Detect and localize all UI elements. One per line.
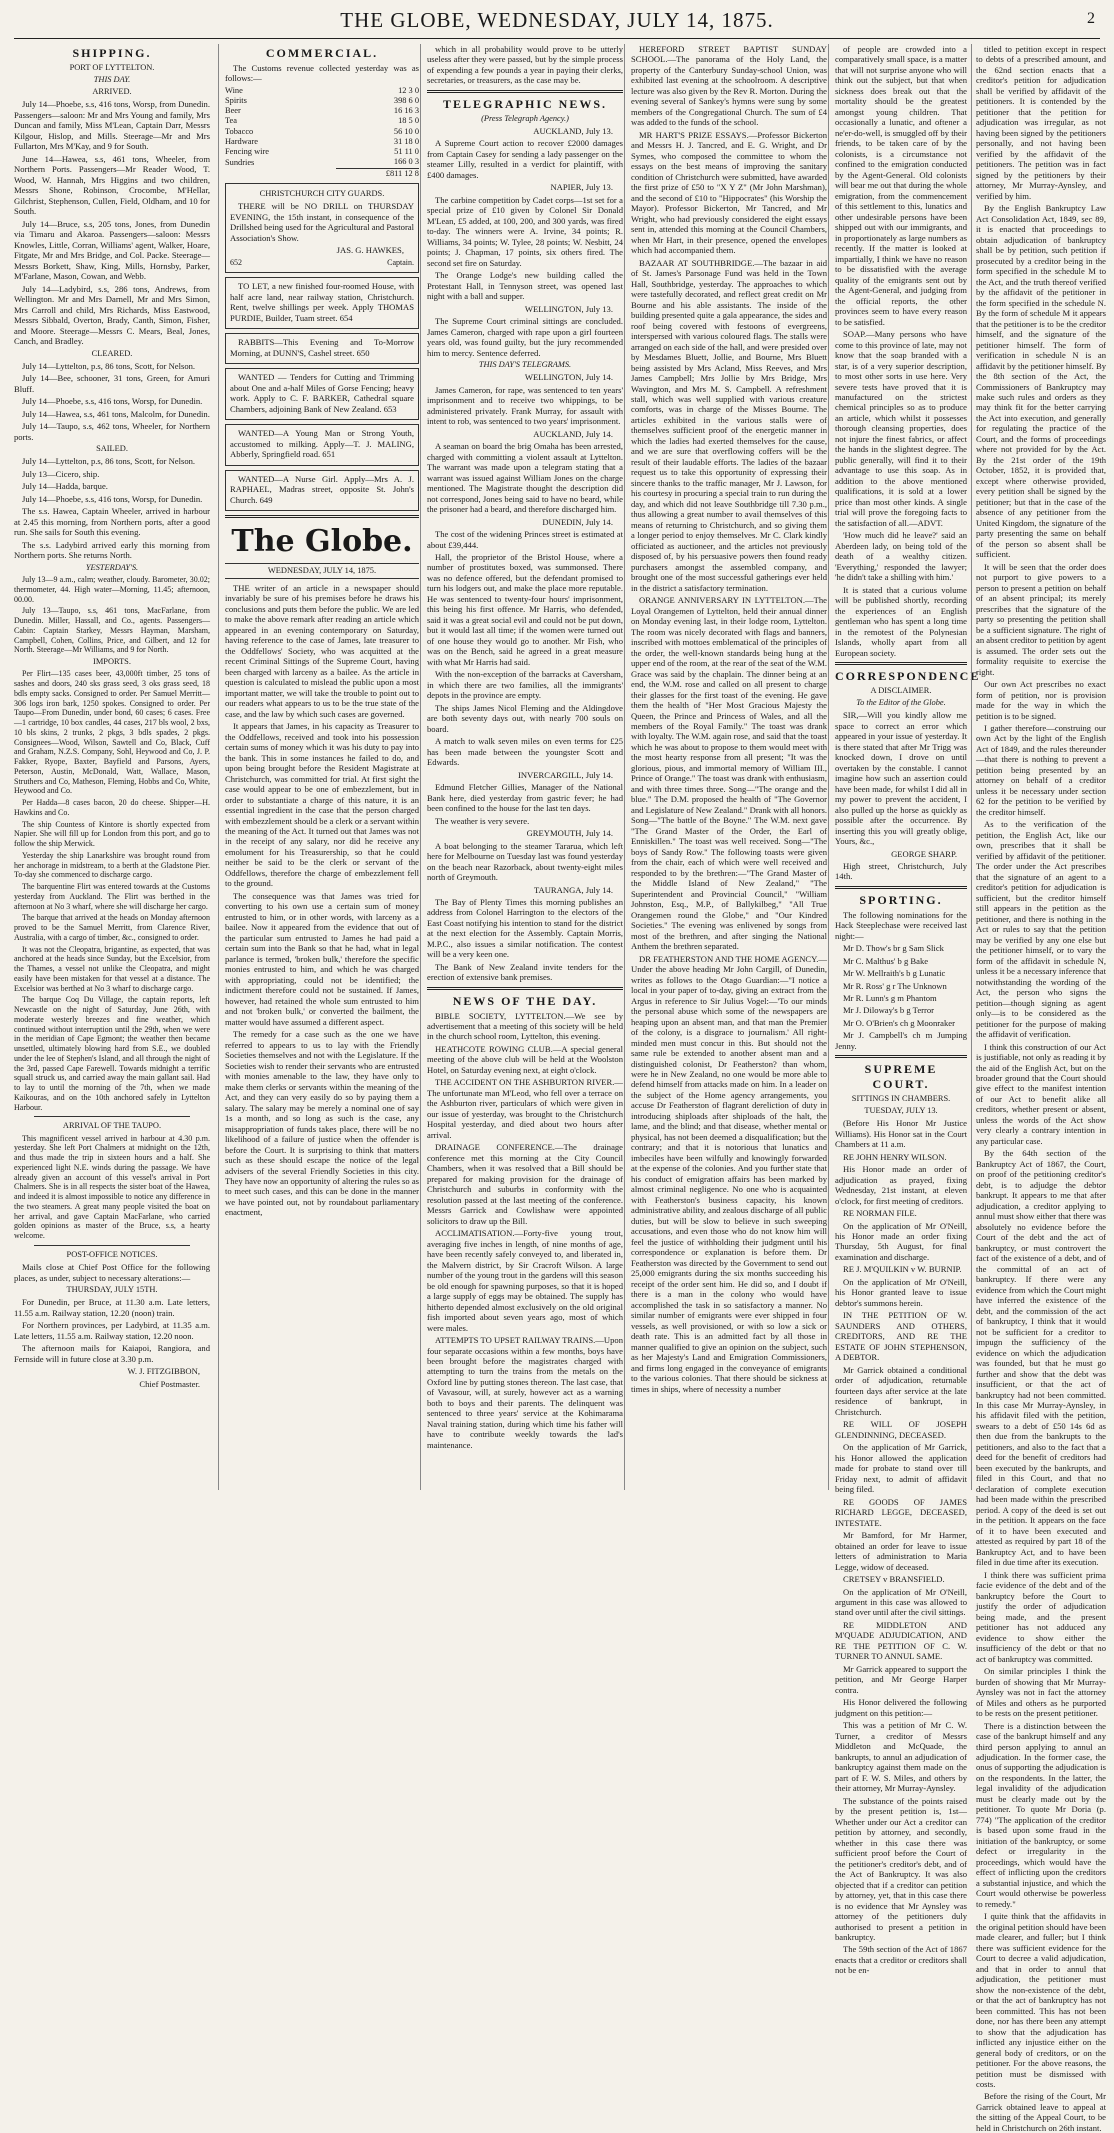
arrival-entry: July 14—Bruce, s.s, 205 tons, Jones, from Dunedin via Timaru and Akaroa. Passengers—saloon: Messrs Knowles, Little, Corran, Williams' agent, Walker, Hoare, Fitgate, Mr and Mrs Bridge, and Col. Packe. Steerage—Messrs Borkett, Shaw, King, Mills, Hornsby, Parker, M'Farlane, Mason, Cowan, and Webb. bbox=[14, 218, 210, 282]
imports-hadda: Per Hadda—8 cases bacon, 20 do cheese. Shipper—H. Hawkins and Co. bbox=[14, 798, 210, 817]
judgment-paragraph: Before the rising of the Court, Mr Garrick obtained leave to appeal at the sitting of the Appeal Court, to be held in Christchurch on 26th instant. bbox=[976, 2091, 1106, 2133]
cleared-label: CLEARED. bbox=[91, 348, 133, 358]
court-item: On the application of Mr Garrick, his Honor allowed the application made for probate to stand over till Friday next, to admit of affidavit being filed. bbox=[835, 1442, 967, 1495]
telegram-dateline: WELLINGTON, July 13. bbox=[524, 303, 613, 314]
sailed-entry: July 13—Cicero, ship. bbox=[22, 468, 100, 479]
advertisement: WANTED—A Nurse Girl. Apply—Mrs A. J. RAPHAEL, Madras street, opposite St. John's Church. 649 bbox=[225, 470, 419, 511]
guards-title: Captain. bbox=[387, 257, 414, 267]
general-note: The barque that arrived at the heads on Monday afternoon proved to be the Samuel Merritt, from Clarence River, Australia, with a cargo of timber, &c., consigned to order. bbox=[14, 913, 210, 942]
nomination-entry: Mr W. Mellraith's b g Lunatic bbox=[843, 968, 946, 979]
judgment-paragraph: There is a distinction between the case of the bankrupt himself and any third person applying to annul an adjudication. In the former case, the onus of supporting the adjudication is on the respondents. In the latter, the legal invalidity of the adjudication must be clearly made out by the petitioner. To quote Mr Doria (p. 774) "The application of the creditor is based upon some fraud in the initiation of the bankruptcy, or some defect or irregularity in the proceedings, which would have the effect of inflicting upon the creditors a substantial injustice, and which the Court would otherwise be powerless to remedy." bbox=[976, 1720, 1106, 1909]
general-note: Yesterday the ship Lanarkshire was brought round from her anchorage in midstream, to a berth at the Gladstone Pier. To-day she commenced to discharge cargo. bbox=[14, 850, 210, 880]
section-divider bbox=[34, 1116, 190, 1117]
masthead bbox=[0, 8, 1114, 33]
news-item: of people are crowded into a comparatively small space, is a matter that will not surprise anyone who will think out the subject, but that when sickness does break out that the mortality should be the greatest amongst young children. That occasionally a lunatic, and oftener a ne'er-do-well, is smuggled off by their friends, to be taken care of by the colonists, is a circumstance not confined to the emigration conducted by the Agent-General. Old colonists will bear me out that during the whole emigration, from the commencement of this settlement to this, lunatics and other undesirable persons have been shipped out with our immigrants, and in proportionately as large numbers as recently. If the matter is looked at impartially, I think we have no reason to be dissatisfied with the average quality of the emigrants sent out by the Agent-General, and judging from the official reports, the other provinces seem to have every reason to be satisfied. bbox=[835, 44, 967, 327]
news-item: HEATHCOTE ROWING CLUB.—A special general meeting of the above club will be held at the Woolston Hotel, on Saturday evening next, at eight o'clock. bbox=[427, 1043, 623, 1075]
table-row: Wine 12 3 0 bbox=[225, 85, 419, 95]
court-item: On the application of Mr O'Neill, his Honor granted leave to issue debtor's summons herein. bbox=[835, 1276, 967, 1308]
court-item: The 59th section of the Act of 1867 enacts that a creditor or creditors shall not be en- bbox=[835, 1944, 967, 1976]
sporting-intro: The following nominations for the Hack Steeplechase were received last night:— bbox=[835, 909, 967, 941]
commercial-heading: COMMERCIAL. bbox=[265, 46, 379, 60]
advertisement: TO LET, a new finished four-roomed House, with half acre land, near railway station, Christchurch. Rent, twelve shillings per week. Apply THOMAS PURDIE, Builder, Tuam street. 654 bbox=[225, 277, 419, 329]
port-heading: PORT OF LYTTELTON. bbox=[69, 62, 155, 72]
section-rule bbox=[835, 662, 967, 665]
court-item: Mr Bamford, for Mr Harmer, obtained an order for leave to issue letters of administration to Maria Legge, widow of deceased. bbox=[835, 1530, 967, 1572]
judgment-paragraph: titled to petition except in respect to debts of a prescribed amount, and the 62nd section enacts that a creditor's petition for adjudication shall be verified by affidavit of the petitioners. It is contended by the petitioner that the petition for adjudication was irregular, as not having been signed by the petitioners personally, and not having been verified by the affidavit of the petitioners. The petition was in fact signed by the petitioners by their attorney, Mr Murray-Aynsley, and verified by him. bbox=[976, 44, 1106, 201]
imports-text: Per Flirt—135 cases beer, 43,000ft timber, 25 tons of sashes and doors, 240 sks grass seed, 3 oks grass seed, 18 bdls empty sacks. Consigned to order. Per Samuel Merritt—306 logs iron bark, 1250 spokes. Consigned to order. Per Taupo—From Dunedin, under bond, 60 cases; 6 cases. Free—1 cartridge, 10 box candles, 44 cases, 217 bls wool, 2 bxs, 10 bls skins, 2 trunks, 2 pkgs, 3 bdls spades, 2 pkgs. Consignees—Wood, Wilson, Sawtell and Co, Black, Cuff and Graham, N.Z.S. Company, Sohl, Heywood and Co, J. P. Fakker, Ryope, Baxter, Bayfield and Parsons, Ayers, Peterson, Austin, McDonald, Watt, Wallace, Mason, Struthers and Co, Matheson, Fleming, Hobbs and Co, White, Heywood and Co. bbox=[14, 669, 210, 796]
shipping-note: The s.s. Hawea, Captain Wheeler, arrived in harbour at 2.45 this morning, from Northern ports, after a good run. She sails for South this evening. bbox=[14, 506, 210, 538]
globe-masthead-logo: The Globe. bbox=[231, 524, 413, 560]
guards-text: THERE will be NO DRILL on THURSDAY EVENING, the 15th instant, in consequence of the Drillshed being used for the Agricultural and Pastoral Association's Show. bbox=[230, 201, 415, 243]
sailed-label: SAILED. bbox=[96, 444, 128, 454]
telegram-dateline: NAPIER, July 13. bbox=[550, 182, 613, 193]
leader-continuation: which in all probability would prove to be utterly useless after they were passed, but by the simple process of expending a few pounds a year in paying their clerks, secretaries, or treasurers, as the case may be. bbox=[427, 44, 623, 86]
sailed-entry: July 14—Hadda, barque. bbox=[22, 481, 108, 492]
telegram-text: James Cameron, for rape, was sentenced to ten years' imprisonment and to receive two whippings, to be administered privately. Frank Murray, for assault with intent to rob, was sentenced to two years' imprisonment. bbox=[427, 384, 623, 427]
column-shipping bbox=[14, 44, 210, 1490]
news-item: ORANGE ANNIVERSARY IN LYTTELTON.—The Loyal Orangemen of Lyttelton, held their annual dinner on Monday evening last, in their lodge room, Lyttelton. The room was nicely decorated with flags and banners, inscribed with mottoes emblematical of the principles of the order, the well-known standards being hung at the upper end of the room, at the rear of the seat of the W.M. Grace was said by the chaplain. The dinner being at an end, the W.M. rose and called on all present to charge their glasses for the first toast of the evening. He gave them the health of "Her Most Gracious Majesty the Queen, the Prince and Princess of Wales, and all the members of the Royal Family." The toast was drank with loyalty. The W.M. again rose, and said that the toast which he was about to propose to them would meet with the most hearty response from all present; "It was the glorious, pious, and immortal memory of William III., Prince of Orange." The toast was drank with enthusiasm, and with three times three. Song—"The orange and the blue." The D.M. proposed the health of "The Governor and Legislature of New Zealand." Drank with all honors. Song—"The battle of the Boyne." The W.M. next gave "The Grand Master of the Order, the Earl of Enniskillen." The toast was well received. Song—"The boys of Sandy Row." The following toasts were given from the chair, each of which were well received and responded to by the brethren:—"The Grand Master of the Middle Island of New Zealand," "The Superintendent and Provincial Council," "William Johnston, Esq., M.P., of Ballykilbeg," "All True Orangemen round the Globe," and "Our Kindred Societies." The evening was enlivened by songs from most of the brethren, and after singing the National Anthem the brethren separated. bbox=[631, 595, 827, 952]
guards-signature: JAS. G. HAWKES, bbox=[336, 245, 404, 256]
column-right bbox=[828, 44, 1107, 2133]
shipping-note: The s.s. Ladybird arrived early this morning from Northern ports. She returns North. bbox=[14, 539, 210, 561]
nomination-entry: Mr J. Diloway's b g Terror bbox=[843, 1005, 935, 1016]
general-note: The barquentine Flirt was entered towards at the Customs yesterday from Auckland. The Flirt was berthed in the afternoon at No 3 wharf, where she will discharge her cargo. bbox=[14, 882, 210, 911]
telegram-text: With the non-exception of the barracks at Caversham, in which there are two families, all the immigrants' depots in the province are empty. bbox=[427, 669, 623, 701]
judgment-paragraph: I think there was sufficient prima facie evidence of the debt and of the bankruptcy before the Court to justify the order of adjudication being made, and the present petitioner has not adduced any evidence to show either the insufficiency of the debt or that no act of bankruptcy was committed. bbox=[976, 1569, 1106, 1664]
column-local-news bbox=[624, 44, 827, 1490]
advertisement: RABBITS—This Evening and To-Morrow Morning, at DUNN'S, Cashel street. 650 bbox=[225, 333, 419, 364]
judgment-paragraph: Our own Act prescribes no exact form of petition, nor is provision made for the way in which the petition is to be signed. bbox=[976, 679, 1106, 721]
post-intro: Mails close at Chief Post Office for the following places, as under, subject to necessary alterations:— bbox=[14, 1262, 210, 1283]
post-line: For Northern provinces, per Ladybird, at 11.35 a.m. Late letters, 11.55 a.m. Railway station, 12.20 noon. bbox=[14, 1320, 210, 1341]
sporting-heading: SPORTING. bbox=[859, 892, 943, 907]
table-row: Tobacco 56 10 0 bbox=[225, 126, 419, 136]
telegram-text: A seaman on board the brig Omaha has been arrested, charged with committing a violent assault at Lyttelton. The warrant was made upon a telegram stating that a warrant was issued against William Jones on the charge mentioned. The Magistrate thought the description did not correspond, Jones being said to have no beard, while the prisoner had a beard, and therefore discharged him. bbox=[427, 441, 623, 515]
masthead-rule bbox=[14, 38, 1100, 39]
nomination-entry: Mr R. Lunn's g m Phantom bbox=[843, 992, 937, 1003]
leader-paragraph: The consequence was that James was tried for converting to his own use a certain sum of money entrusted to him, or in other words, with larceny as a bailee. Now it appeared from the evidence that out of the particular sum entrusted to James he had paid a certain sum into the Bank so that he had, what in legal parlance is termed, 'broken bulk,' therefore the specific monies entrusted to him, and which he was charged with appropriating, could not be identified; the indictment therefore could not be sustained. If James, however, had retained the whole sum entrusted to him and not 'broken bulk,' or converted the bailment, the matter would have assumed a different aspect. bbox=[225, 890, 419, 1027]
page-title: THE GLOBE, WEDNESDAY, JULY 14, 1875. bbox=[340, 8, 774, 32]
court-item: RE JOHN HENRY WILSON. bbox=[843, 1151, 947, 1162]
post-line: For Dunedin, per Bruce, at 11.30 a.m. Late letters, 11.55 a.m. Railway station, 12.20 (noon) train. bbox=[14, 1297, 210, 1318]
telegram-text: The Bank of New Zealand invite tenders for the erection of extensive bank premises. bbox=[427, 961, 623, 983]
letter-address: High street, Christchurch, July 14th. bbox=[835, 861, 967, 882]
news-item: SOAP.—Many persons who have come to this province of late, may not know that the soap branded with a star, is of a very superior description, to most other sorts in use here. Very severe tests have proved that it is manufactured on the strictest chemical principles so as to produce an article, which whilst it possesses thorough cleansing properties, does not injure the finest fabrics, or affect the hands in the slightest degree. The public generally, will find it to their advantage to use this soap. As in addition to the above mentioned qualifications, it is sold at a lower price than most other kinds. A single trial will prove the foregoing facts to the satisfaction of all.—ADVT. bbox=[835, 329, 967, 528]
news-item: ACCLIMATISATION.—Forty-five young trout, averaging five inches in length, of nine months of age, have been recently safely conveyed to, and liberated in, the Malvern district, by Sir Cracroft Wilson. A large number of the young trout in the gardens will this season be old enough for spawning purposes, so that it is hoped a large supply of eggs may be obtained. The supply has hitherto depended almost exclusively on the old original fish imported about seven years ago, most of which were males. bbox=[427, 1228, 623, 1333]
court-item: On the application of Mr O'Neill, argument in this case was allowed to stand over until after the civil sittings. bbox=[835, 1586, 967, 1618]
telegram-text: A match to walk seven miles on even terms for £25 has been made between the youngster Scott and Edwards. bbox=[427, 736, 623, 768]
telegram-text: The Bay of Plenty Times this morning publishes an address from Colonel Harrington to the electors of the East Coast notifying his intention to stand for the district at the next election for the Assembly. Captain Morris, M.P.C., also issues a similar notification. The contest will be a very keen one. bbox=[427, 897, 623, 960]
section-rule bbox=[427, 987, 623, 990]
court-item: His Honor made an order of adjudication as prayed, fixing Wednesday, 21st instant, at eleven o'clock, for first meeting of creditors. bbox=[835, 1164, 967, 1206]
judgment-paragraph: As to the verification of the petition, the English Act, like our own, prescribes that it shall be verified by affidavit of the petitioner. The order under the Act prescribes that the signature of an agent to a creditor's petition for adjudication is sufficient, but the creditor himself still appears in the petition as the petitioner, and there is nothing in the Act or rules to say that the petition may be verified by any one else but the petitioner himself, or to vary the form of the affidavit in schedule N, unless it be a necessary inference that notwithstanding the wording of the Act, the person who signs the petition—though signing as agent only—is to be considered as the petitioner for the purpose of making the affidavit of verification. bbox=[976, 819, 1106, 1040]
nomination-entry: Mr C. Malthus' b g Bake bbox=[843, 955, 929, 966]
court-item: The substance of the points raised by the present petition is, 1st—Whether under our Act a creditor can petition by attorney, and secondly, whether in this case there was sufficient proof before the Court of the petitioner's creditor's debt, and of the Act of Bankruptcy. It was also objected that if a creditor can petition by attorney, yet, that in this case there is no evidence that Mr Aynsley was attorney of the petitioners duly authorised to present a petition in bankruptcy. bbox=[835, 1795, 967, 1942]
telegram-text: The carbine competition by Cadet corps—1st set for a special prize of £10 given by Colonel Sir Donald M'Lean, £5 added, at 100, 200, and 300 yards, was fired to-day. The winners were A. Irvine, 34 points; R. Williams, 34 points; W. Tylee, 28 points; W. Nesbitt, 24 points; J. Chapman, 17 points, six others fired. The second set fire on Saturday. bbox=[427, 194, 623, 268]
news-item: It is stated that a curious volume will be published shortly, recording the experiences of an English gentleman who has spent a long time in the remotest of the Polynesian Islands, wholly apart from all European society. bbox=[835, 584, 967, 658]
telegraphic-heading: TELEGRAPHIC NEWS. bbox=[442, 96, 608, 111]
court-item: His Honor delivered the following judgment on this petition:— bbox=[835, 1697, 967, 1718]
post-office-heading: POST-OFFICE NOTICES. bbox=[66, 1249, 158, 1259]
telegram-text: Hall, the proprietor of the Bristol House, where a number of prostitutes boxed, was summonsed. There was no defence offered, but the defendant promised to turn his lodgers out, and make the place more reputable. He was sentenced to twenty-four hours' imprisonment, this being his first offence. Mr Harris, who defended, said it was a great social evil and could not be put down, but it would last all time; if the women were turned out of one house they would go to another. Mr Fish, who was on the Bench, said he agreed in a great measure with what Mr Harris had said. bbox=[427, 551, 623, 667]
to-editor-label: To the Editor of the Globe. bbox=[856, 697, 946, 707]
cleared-entry: July 14—Hawea, s.s, 461 tons, Malcolm, for Dunedin. bbox=[22, 408, 210, 419]
leader-paragraph: The remedy for a case such as the one we have referred to appears to us to lay with the Friendly Societies themselves and not with the Legislature. If the Societies wish to render their servants who are entrusted with monies amenable to the law, they have only to make them clerks or servants within the meaning of the Act, and they can very easily do so by paying them a salary. The salary may be merely a nominal one of say 1s a month, and so long as such is the case, any misappropriation of funds takes place, there will be no likelihood of a failure of justice when the offender is before the Court. It is surprising to think that matters such as these should escape the notice of the legal advisers of the several Friendly Societies in this city. They have now an opportunity of altering the rules so as to meet such cases, and this can be done in the manner we have pointed out, not by roundabout parliamentary enactment, bbox=[225, 1029, 419, 1218]
nomination-entry: Mr J. Campbell's ch m Jumping Jenny. bbox=[835, 1030, 967, 1051]
news-item: DR FEATHERSTON AND THE HOME AGENCY.—Under the above heading Mr John Cargill, of Dunedin, writes as follows to the Otago Guardian:—"I notice a local in your paper of to-day, giving an extract from the Argus in reference to Sir Julius Vogel:—'To our minds the personal abuse which some of the newspapers are heaping upon an absent man, and that man the Premier of the colony, is a disgrace to journalism.' All right-minded men must concur in this. But should not the same rule be extended to another absent man and a distinguished colonist, Dr Featherston? than whom, were he in New Zealand, no one would be more able to defend himself from attacks made on him. In a leader on the subject of the Home agency arrangements, you accuse Dr Featherston of flagrant dereliction of duty in introducing shiploads after shiploads of the halt, the lame, and the blind; and that disease, whether mental or physical, has not been deemed a disqualification; but the contrary; and that it is notorious that lunatics and imbeciles have been wilfully and knowingly forwarded at the expense of the colonies. And you further state that his conduct of emigration affairs has been marked by almost criminal negligence. No one who is acquainted with Featherston's business capacity, his known administrative ability, and zealous discharge of all public duties, but will be slow to believe in such sweeping accusations, and even those who do not know him will feel the justice of withholding their judgment until his correspondence or explanation is before them. Dr Featherston was directed by the Government to send out 25,000 emigrants during the six months succeeding his receipt of the order sent him. He did so, and I doubt if there is a man in the colony who would have accomplished the task in so satisfactory a manner. No similar number of emigrants were ever shipped in four vessels, as well provisioned, or with so low a sick or death rate. This is an admitted fact by all those in manner qualified to give an opinion on the subject, such as her Majesty's Land and Emigration Commissioners, and firms long engaged in the conveyance of emigrants to the various colonies. That there should be sickness at times in ships, where of necessity a number bbox=[631, 953, 827, 1394]
post-line: The afternoon mails for Kaiapoi, Rangiora, and Fernside will in future close at 3.30 p.m. bbox=[14, 1343, 210, 1364]
court-item: RE GOODS OF JAMES RICHARD LEGGE, DECEASED, INTESTATE. bbox=[835, 1496, 967, 1528]
court-item: RE J. M'QUILKIN v W. BURNIP. bbox=[843, 1264, 962, 1275]
court-item: CRETSEY v BRANSFIELD. bbox=[843, 1574, 945, 1585]
court-item: Mr Garrick obtained a conditional order of adjudication, returnable fourteen days after service at the late residence of bankrupt, in Christchurch. bbox=[835, 1364, 967, 1417]
telegram-text: The weather is very severe. bbox=[435, 815, 530, 826]
postmaster-title: Chief Postmaster. bbox=[139, 1378, 200, 1389]
guards-ad-number: 652 bbox=[230, 257, 242, 267]
telegram-text: The ships James Nicol Fleming and the Aldingdove are both seventy days out, with nearly 700 souls on board. bbox=[427, 702, 623, 734]
telegram-dateline: DUNEDIN, July 14. bbox=[542, 516, 613, 527]
editorial-dateline: WEDNESDAY, JULY 14, 1875. bbox=[225, 563, 419, 579]
guards-notice bbox=[225, 183, 419, 273]
section-rule bbox=[835, 1055, 967, 1058]
court-item: IN THE PETITION OF W. SAUNDERS AND OTHERS, CREDITORS, AND RE THE ESTATE OF JOHN STEPHENSON, A DEBTOR. bbox=[835, 1310, 967, 1363]
judgment-paragraph: It will be seen that the order does not purport to give powers to a person to present a petition on behalf of an absent principal; its merely prescribes that the signature of the party so presenting the petition shall be a sufficient signature. The right of an absent creditor to petition by agent is assumed. The order sets out the formality requisite to exercise the right. bbox=[976, 561, 1106, 677]
this-day-label: THIS DAY. bbox=[93, 74, 131, 84]
revenue-intro: The Customs revenue collected yesterday was as follows:— bbox=[225, 62, 419, 84]
judgment-paragraph: I gather therefore—construing our own Act by the light of the English Act of 1849, and the rules thereunder—that there is nothing to prevent a petition being presented by an attorney on behalf of a creditor unless it be necessary under section 62 for the petition to be verified by the creditor himself. bbox=[976, 723, 1106, 817]
telegram-dateline: WELLINGTON, July 14. bbox=[524, 372, 613, 383]
court-item: Mr Garrick appeared to support the petition, and Mr George Harper contra. bbox=[835, 1663, 967, 1695]
news-item: THE ACCIDENT ON THE ASHBURTON RIVER.—The unfortunate man M'Leod, who fell over a terrace on the Ashburton river, particulars of which were given in our issue of yesterday, was brought to the Christchurch Hospital yesterday, and died about two hours after arrival. bbox=[427, 1077, 623, 1140]
telegram-text: The Orange Lodge's new building called the Protestant Hall, in Tennyson street, was opened last night with a ball and supper. bbox=[427, 270, 623, 302]
leader-paragraph: It appears that James, in his capacity as Treasurer to the Oddfellows, received and took into his possession certain sums of money which it was his duty to pay into the bank. This in some instances he failed to do, and upon being brought before the Resident Magistrate at Christchurch, was committed for trial. At first sight the case would appear to be one of embezzlement, but in order to substantiate a charge of this nature, it is an essential ingredient in the case that the person charged with embezzlement should be a clerk or a servant within the meaning of the Act. It turned out that James was not in the receipt of any salary, nor did he receive any emolument for his Treasurership, so that he could neither be said to be the clerk or servant of the Oddfellows, therefore the charge of embezzlement fell to the ground. bbox=[225, 721, 420, 889]
press-agency-label: (Press Telegraph Agency.) bbox=[481, 113, 569, 123]
revenue-table bbox=[225, 86, 419, 179]
supreme-court-heading: SUPREME COURT. bbox=[864, 1062, 938, 1092]
post-date: THURSDAY, JULY 15TH. bbox=[66, 1284, 158, 1294]
news-item: BIBLE SOCIETY, LYTTELTON.—We see by advertisement that a meeting of this society will be held in the church school room, Lyttelton, this evening. bbox=[427, 1010, 623, 1042]
postmaster-name: W. J. FITZGIBBON, bbox=[127, 1366, 200, 1377]
yesterday-arrival: July 13—Taupo, s.s, 461 tons, MacFarlane, from Dunedin. Miller, Hassall, and Co., agents. Passengers—Cabin: Captain Starkey, Messrs Hayman, Marsham, Campbell, Cohen, Collins, Price, and Gilbert, and 12 for North. Steerage—Mr Williams, and 9 for North. bbox=[14, 606, 210, 655]
telegram-text: The cost of the widening Princes street is estimated at about £39,444. bbox=[427, 529, 623, 550]
general-note: The ship Countess of Kintore is shortly expected from Napier. She will fill up for London from this port, and go to follow the ship Merwick. bbox=[14, 819, 210, 849]
page-number: 2 bbox=[1087, 10, 1096, 27]
cleared-entry: July 14—Bee, schooner, 31 tons, Green, for Amuri Bluff. bbox=[14, 373, 210, 394]
judgment-paragraph: By the English Bankruptcy Law Act Consolidation Act, 1849, sec 89, it is enacted that proceedings to obtain adjudication of bankruptcy shall be by petition, such petition if prosecuted by a creditor being in the form specified in the schedule M to the Act, and the truth thereof verified by the affidavit of the petitioner in the form specified in the schedule N. By the form of schedule M it appears that the petitioner is to be the creditor himself, and the signature of the petitioner himself. The form of verification in schedule N is an affidavit by the petitioner himself. By the 8th section of the Act, the Commissioners of Bankruptcy may make such rules and orders as they may think fit for the better carrying the Act into execution, and generally for regulating the practice of the Court, and the forms of proceedings where not provided for by the Act. By the 21st order of the 19th October, 1852, it is provided that, except where otherwise provided, every petition shall be signed by the petitioner; but that in the case of the absence of any petitioner from the United Kingdom, the signature of the party presenting the same on behalf of the person so absent shall be sufficient. bbox=[976, 203, 1106, 560]
court-item: On the application of Mr O'Neill, his Honor made an order fixing Thursday, 5th August, for final examination and discharge. bbox=[835, 1220, 967, 1262]
telegram-text: A boat belonging to the steamer Tararua, which left here for Melbourne on Tuesday last was found yesterday on the beach near Razorback, about twenty-eight miles north of Greymouth. bbox=[427, 840, 623, 883]
news-item: MR HART'S PRIZE ESSAYS.—Professor Bickerton and Messrs H. J. Tancred, and E. G. Wright, and Dr Symes, who composed the committee to whom the essays on the best means of improving the sanitary condition of Christchurch were submitted, have awarded the first prize of £50 to "X Y Z" (Mr John Marshman), and the second of £10 to "Hippocrates" (his Worship the Mayor). Professor Bickerton, Mr Tancred, and Mr Wright, who had previously considered the eight essays sent in, attended this morning at the Council Chambers, when Mr Hart, in their presence, opened the envelopes which had accompanied them. bbox=[631, 129, 827, 256]
court-item: RE WILL OF JOSEPH GLENDINNING, DECEASED. bbox=[835, 1419, 967, 1440]
section-divider bbox=[34, 1245, 190, 1246]
subcolumn-correspondence bbox=[835, 44, 981, 1976]
court-item: RE MIDDLETON AND M'QUADE ADJUDICATION, AND RE THE PETITION OF C. W. TURNER TO ANNUL SAME. bbox=[835, 1619, 967, 1662]
news-item: BAZAAR AT SOUTHBRIDGE.—The bazaar in aid of St. James's Parsonage Fund was held in the Town Hall, Southbridge, yesterday. The approaches to which were tastefully decorated, and reflect great credit on Mr Bourne and his able assistants. The inside of the building presented quite a gala appearance, the sides and roof being covered with festoons of evergreens, interspersed with various coloured flags. The stalls were arranged on each side of the hall, and were presided over by Mesdames Bluett, Jollie, and Bourne, Mrs Bluett being assisted by Mrs Acland, Miss Reeves, and Mrs James Campbell; Mrs Jollie by Mrs Bridge, Mrs Wavington, and Mrs M. S. Campbell. A refreshment stall, which was well supplied with various creature comforts, was in charge of the Misses Bourne. The articles exhibited in the various stalls were of themselves sufficient proof of the energetic manner in which the ladies had exerted themselves for the cause, and we are sure that overflowing coffers will be the result of their laudable efforts. The ladies of the bazaar request us to take this opportunity of expressing their sincere thanks to the traffic manager, Mr J. Lawson, for his courtesy in procuring a special train to run during the day, and which did not leave Southbridge till 7.30 p.m., thus allowing a great number to avail themselves of this means of returning to Christchurch, and so giving them a longer period to enjoy themselves. Mr C. Clark kindly officiated as auctioneer, and the articles not previously disposed of, by his persuasive powers then found ready purchasers amongst the assembled company, and brought one of the most successful gatherings ever held in the district a satisfactory termination. bbox=[631, 257, 827, 593]
sailed-entry: July 14—Lyttelton, p.s, 86 tons, Scott, for Nelson. bbox=[22, 456, 196, 467]
general-note: It was not the Cleopatra, brigantine, as expected, that was anchored at the heads since Sunday, but the Excelsior, from the Thames, a vessel not unlike the Cleopatra, and might easily have been mistaken for that vessel at a distance. The Excelsior was berthed at No 3 wharf to discharge cargo. bbox=[14, 944, 210, 993]
cleared-entry: July 14—Phoebe, s.s, 416 tons, Worsp, for Dunedin. bbox=[22, 396, 203, 407]
telegram-dateline: GREYMOUTH, July 14. bbox=[526, 828, 613, 839]
court-before: (Before His Honor Mr Justice Williams). His Honor sat in the Court Chambers at 11 a.m. bbox=[835, 1118, 967, 1150]
table-row: Tea 18 5 0 bbox=[225, 116, 419, 126]
column-telegraphic bbox=[420, 44, 623, 1490]
court-item: RE NORMAN FILE. bbox=[843, 1208, 917, 1219]
judgment-paragraph: I think this construction of our Act is justifiable, not only as reading it by the aid of the English Act, but on the broader ground that the Court should give effect to the manifest intention of our Act to benefit alike all creditors, whether present or absent, unless the words of the Act show very clearly a contrary intention in any particular case. bbox=[976, 1041, 1106, 1146]
guards-heading: CHRISTCHURCH CITY GUARDS. bbox=[259, 188, 385, 198]
arrived-label: ARRIVED. bbox=[92, 87, 132, 97]
weather-entry: July 13—9 a.m., calm; weather, cloudy. Barometer, 30.02; thermometer, 44. High water—Morning, 11.45; afternoon, 00.00. bbox=[14, 575, 210, 604]
table-row: Beer 16 16 3 bbox=[225, 106, 419, 116]
advertisement: WANTED—A Young Man or Strong Youth, accustomed to milking. Apply—T. J. MALING, Abberly, Springfield road. 651 bbox=[225, 424, 419, 465]
letter-text: SIR,—Will you kindly allow me space to correct an error which appeared in your issue of yesterday. It is there stated that after Mr Trigg was knocked down, I drove on until overtaken by the constable. I cannot imagine how such an assertion could have been made, for whilst I did all in my power to prevent the accident, I also pulled up the horse as quickly as possible after the occurrence. By inserting this you will greatly oblige, Yours, &c., bbox=[835, 710, 967, 847]
arrival-entry: July 14—Ladybird, s.s, 286 tons, Andrews, from Wellington. Mr and Mrs Darnell, Mr and Mrs Simon, Mrs Carroll and child, Mrs Richards, Miss Eastwood, Messrs Sibbald, Overton, Brady, Canth, Simon, Fisher, and Moore. Steerage—Messrs C. Mears, Beal, Jones, Canch, and Bradley. bbox=[14, 283, 210, 347]
judgment-paragraph: I quite think that the affidavits in the original petition should have been made clearer, and fuller; but I think there was sufficient evidence for the Court to decree a valid adjudication, and that in order to annul that adjudication, the petitioner must show the non-existence of the debt, or that the act of bankruptcy has not been committed. This has not been done, nor has there been any attempt to show that the adjudication has inflicted any injustice either on the general body of creditors, or on the petitioner. For the above reasons, the petition must be dismissed with costs. bbox=[976, 1911, 1106, 2089]
shipping-heading: SHIPPING. bbox=[72, 46, 152, 60]
news-item: HEREFORD STREET BAPTIST SUNDAY SCHOOL.—The panorama of the Holy Land, the property of the Canterbury Sunday-school Union, was exhibited last evening at the schoolroom. A descriptive lecture was also given by the Rev R. Morton. During the evening several of Sankey's hymns were sung by some members of the Congregational Church. The sum of £4 was added to the funds of the school. bbox=[631, 44, 827, 128]
section-rule bbox=[427, 90, 623, 93]
telegram-text: A Supreme Court action to recover £2000 damages from Captain Casey for sending a lady passenger on the steamer Lilly, resulted in a verdict for plaintiff, with £400 damages. bbox=[427, 138, 623, 180]
correspondence-heading: CORRESPONDENCE bbox=[835, 669, 981, 684]
judgment-paragraph: By the 64th section of the Bankruptcy Act of 1867, the Court, on proof of the petitioning creditor's debt, is to adjudge the debtor bankrupt. It appears to me that after adjudication, a creditor applying to annul must show either that there was absolutely no evidence before the Court of the debt and the act of bankruptcy, or must controvert the fact of the existence of a debt, and of the committal of an act of bankruptcy. If there were any evidence from which the Court might have inferred the existence of the debt, and the commission of the act of bankruptcy, I think that it would not be sufficient for a creditor to impugn the sufficiency of the evidence on which the adjudication was founded, but that he must go further and show that the debt was insufficient, or that the act of bankruptcy had not been committed. In this case Mr Murray-Aynsley, in his affidavit filed with the petition, swears to a debt of £50 14s 6d as then due from the bankrupts to the petitioners, and also to the fact that a deed for the benefit of creditors had been executed by the bankrupts, and filed in this Court, and that no declaration of complete execution had been made within the prescribed period. A copy of the deed is set out in the petition. It appears on the face of it to have been executed and attested as required by part 18 of the Bankruptcy Act, and to have been filed in due time after its execution. bbox=[976, 1148, 1106, 1568]
news-item: 'How much did he leave?' said an Aberdeen lady, on being told of the death of a wealthy citizen. 'Everything,' responded the lawyer; 'he didn't take a shilling with him.' bbox=[835, 530, 967, 583]
sittings-label: SITTINGS IN CHAMBERS. bbox=[851, 1093, 951, 1103]
revenue-total: £811 12 8 bbox=[336, 168, 419, 179]
disclaimer-heading: A DISCLAIMER. bbox=[870, 685, 932, 695]
this-days-telegrams-label: THIS DAY'S TELEGRAMS. bbox=[478, 359, 572, 369]
leader-paragraph: THE writer of an article in a newspaper should invariably be sure of his premises before he draws his conclusions and puts them before the public. We are led to make the above remark after reading an article which appeared in an evening contemporary on Saturday, having reference to the case of James, late treasurer to the Oddfellows' Society, who was acquitted at the recent Criminal Sittings of the Supreme Court, having been charged with larceny as a bailee. As the article in question is calculated to mislead the public upon a most important matter, we will take the trouble to point out to our readers what appears to us to be the true state of the case, and the law by which such cases are governed. bbox=[225, 582, 419, 719]
yesterdays-label: YESTERDAY'S. bbox=[85, 562, 139, 572]
table-row: Spirits 398 6 0 bbox=[225, 95, 419, 105]
taupo-heading: ARRIVAL OF THE TAUPO. bbox=[62, 1121, 162, 1131]
news-heading: NEWS OF THE DAY. bbox=[452, 993, 598, 1008]
table-row: Hardware 31 18 0 bbox=[225, 136, 419, 146]
advertisement: WANTED — Tenders for Cutting and Trimming about One and a-half Miles of Gorse Fencing; heavy work. Apply to C. F. BARKER, Cathedral square Chambers, adjoining Bank of New Zealand. 653 bbox=[225, 368, 419, 420]
imports-label: IMPORTS. bbox=[93, 657, 131, 667]
telegram-dateline: INVERCARGILL, July 14. bbox=[517, 769, 613, 780]
court-date: TUESDAY, JULY 13. bbox=[864, 1105, 938, 1115]
news-item: DRAINAGE CONFERENCE.—The drainage conference met this morning at the City Council Chambers, when it was resolved that a Bill should be prepared for making provision for the drainage of Christchurch and suburbs in conformity with the resolution passed at the last meeting of the conference. Messrs Garrick and Cowlishaw were appointed solicitors to draw up the Bill. bbox=[427, 1142, 623, 1226]
telegram-text: Edmund Fletcher Gillies, Manager of the National Bank here, died yesterday from gastric fever; he had been confined to the house for the last ten days. bbox=[427, 782, 623, 814]
cleared-entry: July 14—Lyttelton, p.s, 86 tons, Scott, for Nelson. bbox=[22, 360, 196, 371]
cleared-entry: July 14—Taupo, s.s, 462 tons, Wheeler, for Northern ports. bbox=[14, 421, 210, 442]
taupo-text: This magnificent vessel arrived in harbour at 4.30 p.m. yesterday. She left Port Chalmers at midnight on the 12th, and thus made the trip in sixteen hours and a half. She experienced light N.E. winds during the passage. We have already given an account of this vessel's arrival in Port Chalmers. She is in all respects the sister boat of the Hawea, and indeed it is almost impossible to notice any difference in the two steamers. A great many people visited the boat on her arrival, and gave Captain MacFarlane, who carried golden opinions as master of the Bruce, s.s, a hearty welcome. bbox=[14, 1133, 210, 1241]
telegram-text: The Supreme Court criminal sittings are concluded. James Cameron, charged with rape upon a girl fourteen years old, was found guilty, but the jury recommended him to mercy. Sentence deferred. bbox=[427, 316, 623, 358]
court-item: This was a petition of Mr C. W. Turner, a creditor of Messrs Middleton and McQuade, the bankrupts, to annul an adjudication of bankruptcy against them made on the part of F. W. S. Miles, and others by their attorney, Mr Murray-Aynsley. bbox=[835, 1720, 967, 1794]
table-row: Sundries 166 0 3 bbox=[225, 157, 419, 167]
letter-signature: GEORGE SHARP. bbox=[891, 848, 957, 859]
telegram-dateline: AUCKLAND, July 14. bbox=[533, 428, 613, 439]
judgment-paragraph: On similar principles I think the burden of showing that Mr Murray-Aynsley was not in fact the attorney of Miles and others as he purported to be rests on the present petitioner. bbox=[976, 1666, 1106, 1719]
arrival-entry: July 14—Phoebe, s.s, 416 tons, Worsp, from Dunedin. Passengers—saloon: Mr and Mrs Young and family, Mrs Duncan and family, Miss M'Lean, Captain Darr, Messrs Kilgour, Hislop, and Mills. Steerage—Mr and Mrs Fullarton, Mrs M'Kay, and 9 for South. bbox=[14, 99, 210, 152]
table-total-row bbox=[225, 168, 419, 179]
column-commercial bbox=[218, 44, 419, 1490]
sailed-entry: July 14—Phoebe, s.s, 416 tons, Worsp, for Dunedin. bbox=[22, 493, 203, 504]
arrival-entry: June 14—Hawea, s.s, 461 tons, Wheeler, from Northern Ports. Passengers—Mr Reader Wood, T. Wood, W. Hannah, Mrs Higgins and two children, Messrs Shone, Robinson, Crocombe, M'Hellar, Gilchrist, Stephenson, Cullen, Field, Oldham, and 10 for South. bbox=[14, 153, 210, 217]
nomination-entry: Mr R. Ross' g r The Unknown bbox=[843, 980, 947, 991]
telegram-dateline: AUCKLAND, July 13. bbox=[533, 125, 613, 136]
nomination-entry: Mr O. O'Brien's ch g Moonraker bbox=[843, 1017, 955, 1028]
nomination-entry: Mr D. Thow's br g Sam Slick bbox=[843, 943, 944, 954]
telegram-dateline: TAURANGA, July 14. bbox=[533, 884, 613, 895]
table-row: Fencing wire 51 11 0 bbox=[225, 147, 419, 157]
general-note: The barque Coq Du Village, the captain reports, left Newcastle on the night of Saturday, June 26th, with moderate westerly breezes and fine weather, which continued without interruption until the 29th, when we were in the meridian of Cape Egmont; the weather then became unsettled, ultimately blowing hard from S.E., we doubled under the lee of Stephen's Island, and all through the night of the 3rd, passed Cape Farewell. Towards midnight a terrific squall struck us, and carried away the main gallant sail. Had to lay to until the morning of the 7th, when we made Kaikouras, and on the 10th anchored safely in Lyttelton Harbour. bbox=[14, 995, 210, 1112]
section-rule bbox=[225, 515, 419, 518]
subcolumn-judgment bbox=[971, 44, 1106, 2133]
news-item: ATTEMPTS TO UPSET RAILWAY TRAINS.—Upon four separate occasions within a few months, boys have been brought before the magistrates charged with attempting to turn the trains from the metals on the Oxford line by putting stones thereon. The last case, that of Vavasour, will, at surely, however act as a warning both to boys and their parents. The delinquent was sentenced to three years' service at the Kohimarama Naval training station, during which time his father will have to contribute weekly towards the lad's maintenance. bbox=[427, 1335, 623, 1450]
section-rule bbox=[835, 886, 967, 889]
